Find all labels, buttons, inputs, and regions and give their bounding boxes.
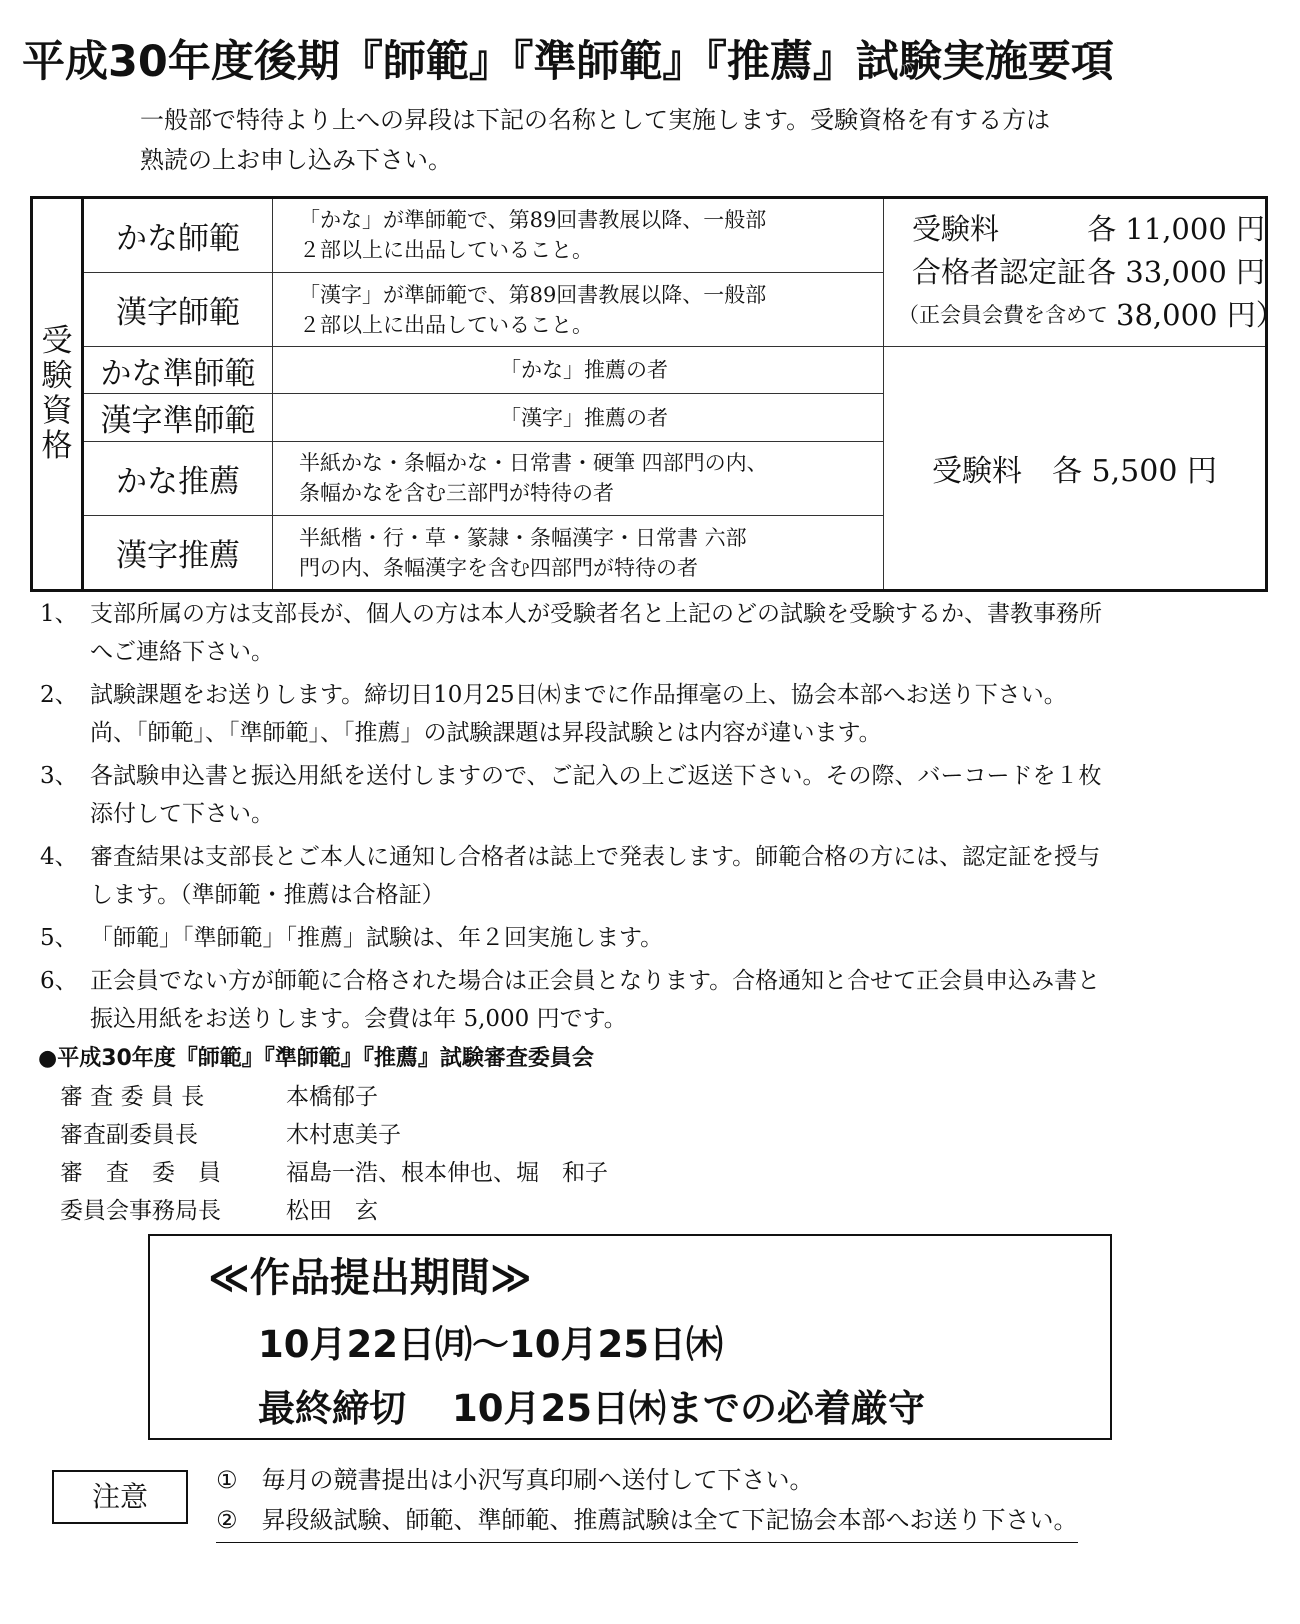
cert-fee-value: 各 33,000 円 xyxy=(1087,255,1265,290)
committee-heading: ●平成30年度『師範』『準師範』『推薦』試験審査委員会 xyxy=(38,1046,594,1071)
notes-list xyxy=(40,590,1280,1038)
note-item: 1、 支部所属の方は支部長が、個人の方は本人が受験者名と上記のどの試験を受験するか、書教事務所 へご連絡下さい。 xyxy=(40,601,1102,665)
intro-text xyxy=(140,100,1050,180)
category-cell: 漢字準師範 xyxy=(83,394,273,441)
condition-cell: 「かな」が準師範で、第89回書教展以降、一般部 ２部以上に出品していること。 xyxy=(273,198,884,273)
membership-incl-label: （正会員会費を含めて xyxy=(898,303,1108,328)
page-title: 平成30年度後期『師範』『準師範』『推薦』試験実施要項 xyxy=(22,37,1114,87)
caution-label: 注意 xyxy=(52,1470,188,1524)
committee-section xyxy=(38,1040,608,1230)
final-deadline: 最終締切 10月25日㈭までの必着厳守 xyxy=(258,1387,925,1430)
cert-fee-label: 合格者認定証 xyxy=(912,255,1087,290)
caution-item: ② 昇段級試験、師範、準師範、推薦試験は全て下記協会本部へお送り下さい。 xyxy=(216,1500,1078,1543)
note-item: 6、 正会員でない方が師範に合格された場合は正会員となります。合格通知と合せて正会員申込み書と 振込用紙をお送りします。会費は年 5,000 円です。 xyxy=(40,968,1101,1032)
note-item: 5、 「師範」「準師範」「推薦」試験は、年２回実施します。 xyxy=(40,925,664,951)
intro-line: 熟読の上お申し込み下さい。 xyxy=(140,146,452,174)
committee-member: 委員会事務局長 松田 玄 xyxy=(60,1198,378,1224)
category-cell: かな推薦 xyxy=(83,441,273,516)
committee-member: 審 査 委 員 福島一浩、根本伸也、堀 和子 xyxy=(60,1160,608,1186)
exam-fee-label: 受験料 xyxy=(912,212,1000,247)
category-cell: 漢字推薦 xyxy=(83,516,273,591)
condition-cell: 半紙楷・行・草・篆隷・条幅漢字・日常書 六部 門の内、条幅漢字を含む四部門が特待の者 xyxy=(273,516,884,591)
committee-member: 審 査 委 員 長 本橋郁子 xyxy=(60,1084,378,1110)
note-item: 3、 各試験申込書と振込用紙を送付しますので、ご記入の上ご返送下さい。その際、バーコードを１枚 添付して下さい。 xyxy=(40,763,1102,827)
caution-item: ① 毎月の競書提出は小沢写真印刷へ送付して下さい。 xyxy=(216,1466,814,1494)
note-item: 4、 審査結果は支部長とご本人に通知し合格者は誌上で発表します。師範合格の方には、認定証を授与 します。（準師範・推薦は合格証） xyxy=(40,844,1101,908)
condition-cell: 半紙かな・条幅かな・日常書・硬筆 四部門の内、 条幅かなを含む三部門が特待の者 xyxy=(273,441,884,516)
category-cell: 漢字師範 xyxy=(83,272,273,347)
submission-period-box xyxy=(148,1234,1112,1440)
condition-cell: 「漢字」推薦の者 xyxy=(273,394,884,441)
period-heading: ≪作品提出期間≫ xyxy=(208,1255,532,1301)
caution-notes xyxy=(216,1460,1078,1543)
committee-member: 審査副委員長 木村恵美子 xyxy=(60,1122,401,1148)
note-item: 2、 試験課題をお送りします。締切日10月25日㈭までに作品揮毫の上、協会本部へお送り下さい。 尚、「師範」、「準師範」、「推薦」の試験課題は昇段試験とは内容が違います。 xyxy=(40,682,1067,746)
category-cell: かな準師範 xyxy=(83,347,273,394)
condition-cell: 「漢字」が準師範で、第89回書教展以降、一般部 ２部以上に出品していること。 xyxy=(273,272,884,347)
fee-master-cell xyxy=(884,198,1285,347)
category-cell: かな師範 xyxy=(83,198,273,273)
membership-incl-value: 38,000 円） xyxy=(1116,298,1285,333)
fee-other-cell: 受験料 各 5,500 円 xyxy=(884,347,1267,591)
exam-fee-value: 各 11,000 円 xyxy=(1087,212,1265,247)
intro-line: 一般部で特待より上への昇段は下記の名称として実施します。受験資格を有する方は xyxy=(140,106,1051,134)
period-dates: 10月22日㈪～10月25日㈭ xyxy=(258,1323,723,1366)
qualification-table xyxy=(30,196,1285,592)
qualification-header: 受験資格 xyxy=(32,198,83,591)
condition-cell: 「かな」推薦の者 xyxy=(273,347,884,394)
